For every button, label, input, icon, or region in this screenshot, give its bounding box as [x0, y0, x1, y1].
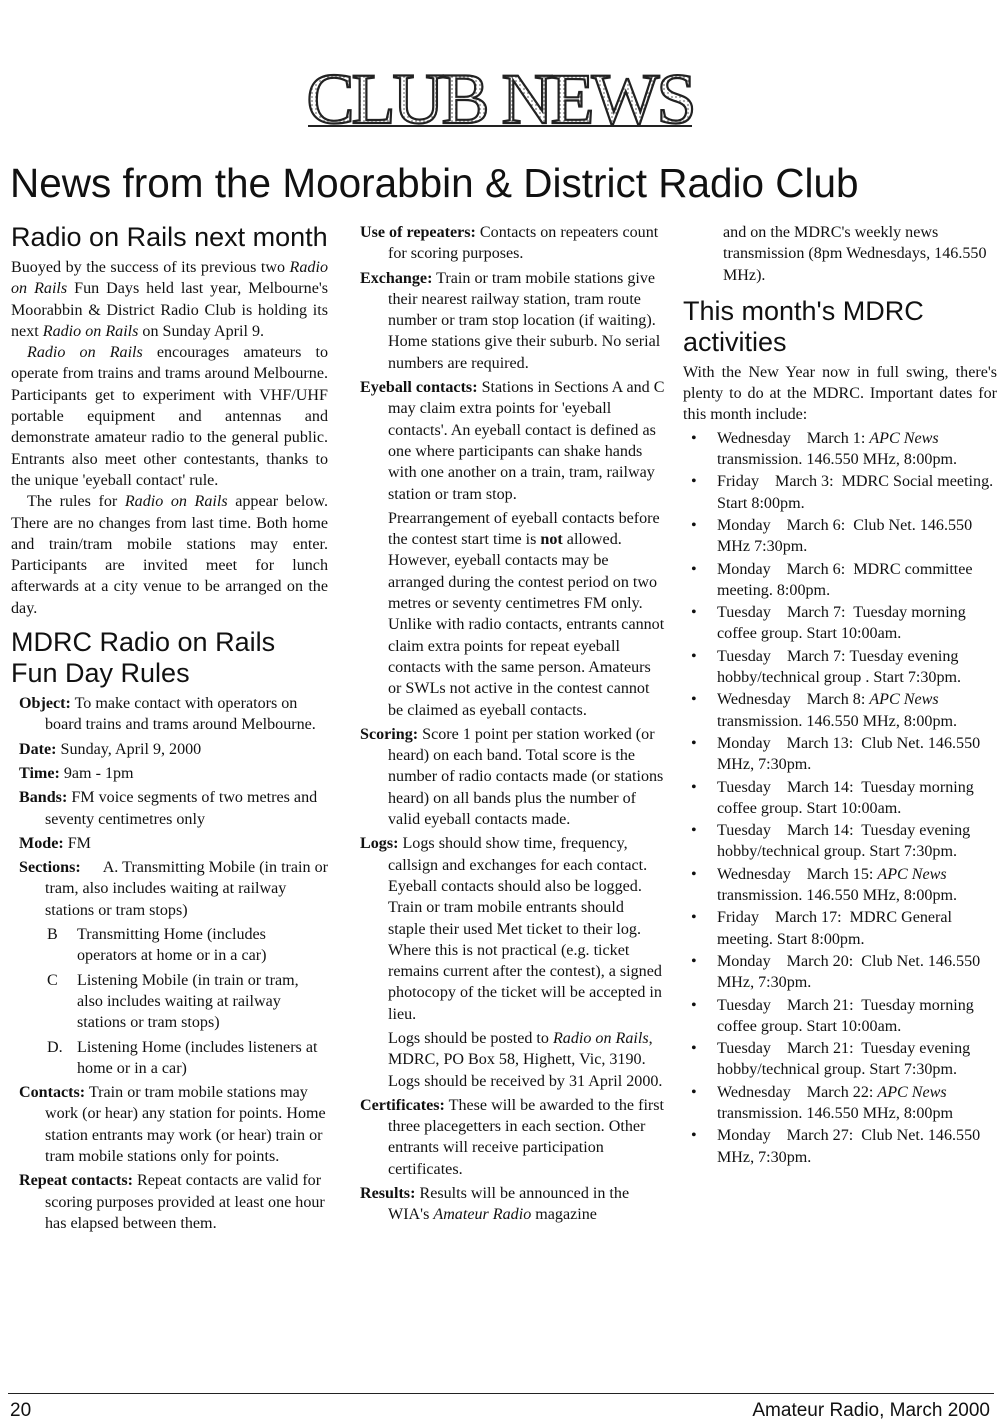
club-news-logo	[290, 55, 710, 137]
event-italic: APC News	[869, 691, 939, 709]
event-text: MDRC committee meeting. 8:00pm.	[717, 560, 973, 599]
rule-exchange: Exchange: Train or tram mobile stations give their nearest railway station, tram route number or tram stop location (if waiting). Home stations give their suburb. No serial numbers are required.	[360, 269, 661, 372]
event-text: Club Net. 146.550 MHz, 7:30pm.	[717, 952, 981, 992]
event-text: Tuesday evening hobby/technical group . Start 7:30pm.	[717, 647, 962, 687]
event-day: Wednesday	[717, 1083, 791, 1101]
rule-time: Time: 9am - 1pm	[19, 764, 134, 782]
rule-mode: Mode: FM	[19, 834, 91, 852]
paragraph-rules-intro: The rules for Radio on Rails appear below. There are no changes from last time. Both home and train/tram mobile stations may enter. Participants are invited meet for lunch afterwards at a city venue to be arranged on the day.	[11, 493, 328, 617]
rule-logs: Logs: Logs should show time, frequency, callsign and exchanges for each contact. Eyeball contacts should also be logged. Train or tram mobile entrants should staple their used Met ticket to their log. Where this is not practical (e.g. ticket remains current after the contest), a signed photocopy of the ticket will be accepted in lieu.	[360, 835, 662, 1023]
event-day: Friday	[717, 473, 760, 491]
event-item	[683, 1125, 997, 1168]
rule-object: Object: To make contact with operators on board trains and trams around Melbourne.	[19, 695, 316, 734]
event-date: March 6:	[786, 516, 846, 534]
event-date: March 20:	[786, 952, 854, 970]
event-text: Club Net. 146.550 MHz, 7:30pm.	[717, 734, 981, 774]
paragraph-about: Radio on Rails encourages amateurs to operate from trains and trams around Melbourne. Participants get to experiment with VHF/UHF portable equipment and antennas and demonstrate amateur radio to the general public. Entrants also meet other contestants, thanks to the unique 'eyeball contact' rule.	[11, 344, 329, 489]
event-item	[683, 864, 997, 907]
event-date: March 13:	[786, 734, 854, 752]
publication-footer: Amateur Radio, March 2000	[752, 1400, 990, 1421]
event-day: Tuesday	[717, 604, 771, 622]
event-text: Club Net. 146.550 MHz 7:30pm.	[717, 516, 973, 556]
news-transmission-note: and on the MDRC's weekly news transmission (8pm Wednesdays, 146.550 MHz).	[723, 224, 987, 284]
page-title: News from the Moorabbin & District Radio Club	[10, 160, 859, 206]
event-date: March 3:	[775, 473, 834, 491]
event-italic: APC News	[869, 429, 939, 447]
event-item	[683, 428, 997, 471]
event-text: transmission. 146.550 MHz, 8:00pm.	[717, 887, 958, 905]
logs-postal: Logs should be posted to Radio on Rails, MDRC, PO Box 58, Highett, Vic, 3190. Logs should be received by 31 April 2000.	[388, 1029, 663, 1090]
event-item	[683, 1038, 997, 1081]
event-date: March 14:	[786, 778, 854, 796]
event-day: Wednesday	[717, 865, 791, 883]
event-text: Tuesday morning coffee group. Start 10:00am.	[717, 996, 974, 1035]
event-text: transmission. 146.550 MHz, 8:00pm.	[717, 712, 958, 730]
event-day: Monday	[717, 516, 771, 534]
event-text: Tuesday morning coffee group. Start 10:00am.	[717, 778, 974, 817]
column-left	[11, 222, 328, 1237]
event-date: March 1:	[806, 429, 866, 447]
event-date: March 14:	[786, 822, 854, 840]
section-c: C Listening Mobile (in train or tram, also includes waiting at railway stations or tram stops)	[47, 971, 299, 1032]
rule-certificates: Certificates: These will be awarded to the first three placegetters in each section. Other entrants will receive participation certificates.	[360, 1096, 665, 1178]
event-text: Tuesday morning coffee group. Start 10:00am.	[717, 604, 966, 643]
event-date: March 7:	[786, 647, 846, 665]
event-day: Monday	[717, 560, 771, 578]
rule-results: Results: Results will be announced in the WIA's Amateur Radio magazine	[360, 1185, 630, 1224]
event-item	[683, 1082, 997, 1125]
rule-bands: Bands: FM voice segments of two metres and seventy centimetres only	[19, 789, 318, 828]
event-date: March 7:	[786, 604, 846, 622]
rule-contacts: Contacts: Train or tram mobile stations may work (or hear) any station for points. Home station entrants may work (or hear) train or tram mobile stations only for points.	[19, 1084, 326, 1165]
rule-sections: Sections: A. Transmitting Mobile (in train or tram, also includes waiting at railway stations or tram stops)	[19, 859, 328, 919]
events-list	[683, 428, 997, 1168]
event-item	[683, 602, 997, 645]
event-date: March 21:	[786, 996, 854, 1014]
event-item	[683, 820, 997, 863]
section-b: B Transmitting Home (includes operators at home or in a car)	[47, 926, 267, 965]
event-item	[683, 733, 997, 776]
rule-repeat-contacts: Repeat contacts: Repeat contacts are valid for scoring purposes provided at least one hour has elapsed between them.	[19, 1172, 325, 1232]
event-date: March 22:	[806, 1083, 874, 1101]
event-date: March 17:	[775, 909, 842, 927]
event-text: Tuesday evening hobby/technical group. Start 7:30pm.	[717, 822, 971, 861]
eyeball-prearrangement: Prearrangement of eyeball contacts before the contest start time is not allowed. However, eyeball contacts may be arranged during the contest period on two metres or seventy centimetres FM only. Unlike with radio contacts, entrants cannot claim extra points for repeat eyeball contacts with the same person. Amateurs or SWLs not active in the contest cannot be claimed as eyeball contacts.	[388, 509, 665, 719]
rule-eyeball-contacts: Eyeball contacts: Stations in Sections A and C may claim extra points for 'eyeball contacts'. An eyeball contact is defined as one where participants can shake hands with one another on a train, tram, railway station or tram stop.	[360, 379, 665, 503]
club-news-banner	[0, 55, 1000, 137]
event-text: Club Net. 146.550 MHz, 7:30pm.	[717, 1127, 981, 1166]
event-date: March 21:	[786, 1040, 854, 1058]
event-date: March 6:	[786, 560, 846, 578]
event-date: March 15:	[806, 865, 874, 883]
event-day: Tuesday	[717, 1040, 771, 1058]
event-day: Monday	[717, 1127, 771, 1145]
paragraph-intro: Buoyed by the success of its previous two Radio on Rails Fun Days held last year, Melbourne's Moorabbin & District Radio Club is holding its next Radio on Rails on Sunday April 9.	[11, 259, 329, 340]
rule-repeaters: Use of repeaters: Contacts on repeaters count for scoring purposes.	[360, 224, 659, 263]
event-day: Wednesday	[717, 429, 791, 447]
rule-scoring: Scoring: Score 1 point per station worked (or heard) on each band. Total score is the number of radio contacts made (or stations heard) on all bands plus the number of valid eyeball contacts made.	[360, 725, 664, 829]
event-day: Tuesday	[717, 778, 771, 796]
event-italic: APC News	[877, 865, 947, 883]
event-date: March 27:	[786, 1127, 854, 1145]
event-day: Monday	[717, 734, 771, 752]
event-item	[683, 689, 997, 732]
event-italic: APC News	[877, 1083, 947, 1101]
event-item	[683, 559, 997, 602]
event-day: Friday	[717, 909, 760, 927]
rule-date: Date: Sunday, April 9, 2000	[19, 740, 202, 758]
event-item	[683, 995, 997, 1038]
event-day: Tuesday	[717, 996, 771, 1014]
event-item	[683, 515, 997, 558]
event-day: Monday	[717, 952, 771, 970]
page-number: 20	[10, 1400, 32, 1421]
event-day: Tuesday	[717, 647, 771, 665]
heading-radio-on-rails: Radio on Rails next month	[11, 222, 328, 252]
heading-mdrc-activities: This month's MDRC activities	[683, 295, 924, 357]
event-text: MDRC Social meeting. Start 8:00pm.	[717, 473, 994, 512]
column-right	[683, 222, 997, 1169]
event-text: transmission. 146.550 MHz, 8:00pm	[717, 1104, 954, 1122]
event-text: MDRC General meeting. Start 8:00pm.	[717, 909, 953, 948]
event-item	[683, 471, 997, 514]
activities-intro: With the New Year now in full swing, there's plenty to do at the MDRC. Important dates for this month include:	[683, 363, 997, 424]
event-item	[683, 646, 997, 689]
event-item	[683, 907, 997, 950]
event-day: Tuesday	[717, 822, 771, 840]
event-item	[683, 777, 997, 820]
event-text: transmission. 146.550 MHz, 8:00pm.	[717, 451, 958, 469]
section-d: D. Listening Home (includes listeners at home or in a car)	[47, 1038, 318, 1077]
event-day: Wednesday	[717, 691, 791, 709]
heading-fun-day-rules: MDRC Radio on Rails Fun Day Rules	[11, 627, 276, 689]
banner-title: CLUB NEWS	[306, 59, 694, 137]
event-text: Tuesday evening hobby/technical group. Start 7:30pm.	[717, 1040, 971, 1079]
event-date: March 8:	[806, 691, 866, 709]
event-item	[683, 951, 997, 994]
footer-divider	[8, 1393, 994, 1394]
column-middle	[360, 222, 665, 1229]
